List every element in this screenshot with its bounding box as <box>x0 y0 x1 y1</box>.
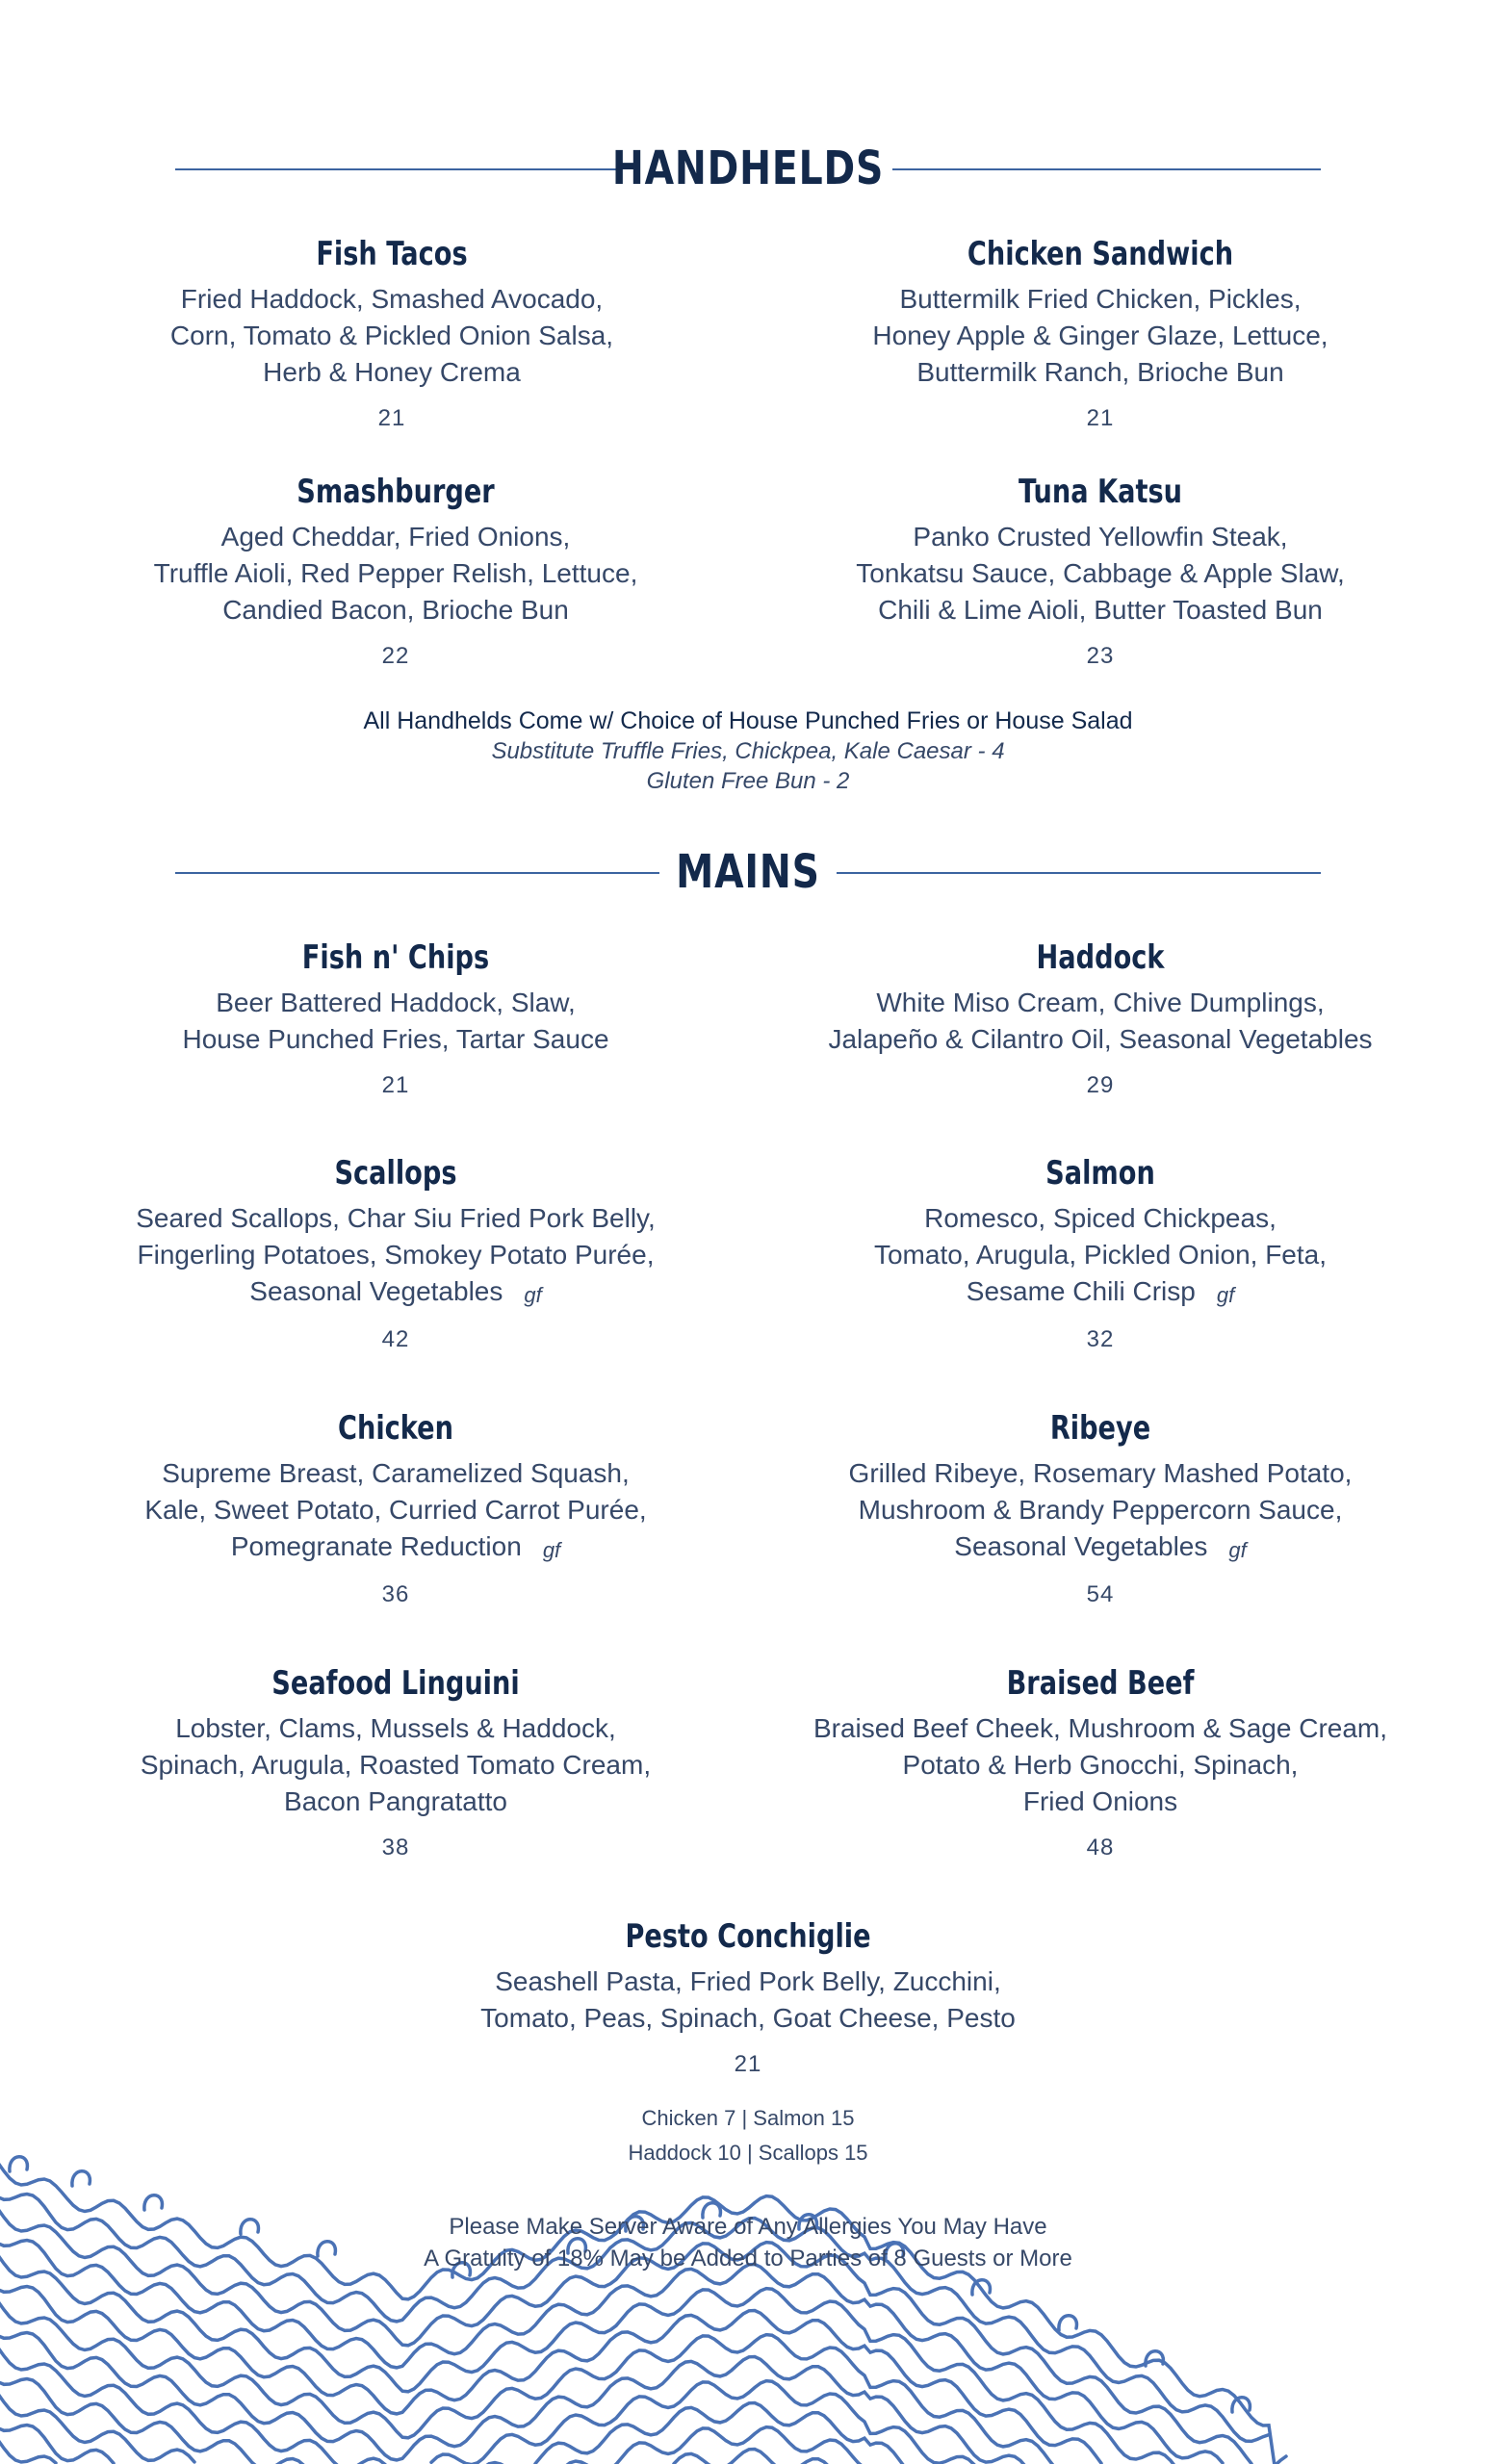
item-price: 38 <box>381 1835 410 1861</box>
gratuity-notice: A Gratuity of 18% May be Added to Parties of 8 Guests or More <box>424 2246 1072 2272</box>
menu-item-tuna-katsu <box>792 471 1408 671</box>
item-price: 48 <box>1086 1835 1115 1861</box>
item-price: 42 <box>381 1326 410 1352</box>
gluten-free-tag: gf <box>1216 1283 1235 1307</box>
item-price: 21 <box>381 1072 410 1098</box>
menu-item-fish-tacos <box>84 233 700 433</box>
description-text: Grilled Ribeye, Rosemary Mashed Potato, Mushroom & Brandy Peppercorn Sauce, Seasonal Vegetables <box>848 1458 1353 1561</box>
description-text: Seared Scallops, Char Siu Fried Pork Belly, Fingerling Potatoes, Smokey Potato Purée, Seasonal Vegetables <box>136 1203 656 1306</box>
item-price: 22 <box>381 643 410 669</box>
menu-item-chicken-sandwich <box>792 233 1408 433</box>
item-price: 21 <box>377 405 406 431</box>
item-name: Braised Beef <box>1006 1664 1195 1703</box>
menu-item-braised-beef <box>792 1662 1408 1862</box>
allergy-notice: Please Make Server Aware of Any Allergies You May Have <box>449 2214 1047 2240</box>
item-name: Chicken <box>338 1409 453 1448</box>
menu-item-smashburger <box>88 471 704 671</box>
net-strand <box>0 2361 905 2464</box>
mains-heading <box>0 834 1496 911</box>
net-knot <box>1059 2316 1077 2330</box>
item-description <box>88 1455 704 1567</box>
item-price: 36 <box>381 1581 410 1607</box>
addons-line-2: Haddock 10 | Scallops 15 <box>628 2141 868 2165</box>
substitute-note: Substitute Truffle Fries, Chickpea, Kale Caesar - 4 <box>491 738 1005 764</box>
footer-notes <box>0 2211 1496 2274</box>
gluten-free-tag: gf <box>1228 1538 1247 1562</box>
item-description: Braised Beef Cheek, Mushroom & Sage Cream, Potato & Herb Gnocchi, Spinach, Fried Onions <box>812 1713 1388 1816</box>
item-description: Fried Haddock, Smashed Avocado, Corn, Tomato & Pickled Onion Salsa, Herb & Honey Crema <box>169 284 614 387</box>
item-price: 23 <box>1086 643 1115 669</box>
menu-item-haddock <box>792 937 1408 1100</box>
gluten-free-note: Gluten Free Bun - 2 <box>646 768 850 794</box>
net-strand <box>0 2269 1142 2464</box>
menu-item-seafood-linguini <box>88 1662 704 1862</box>
item-description <box>792 1455 1408 1567</box>
item-name: Haddock <box>1036 938 1165 977</box>
item-price: 29 <box>1086 1072 1115 1098</box>
item-name: Smashburger <box>297 473 495 511</box>
handhelds-heading <box>0 130 1496 207</box>
menu-item-chicken <box>88 1407 704 1609</box>
item-description: Seashell Pasta, Fried Pork Belly, Zucchini, Tomato, Peas, Spinach, Goat Cheese, Pesto <box>480 1966 1016 2033</box>
item-name: Scallops <box>334 1154 457 1193</box>
item-description: Panko Crusted Yellowfin Steak, Tonkatsu Sauce, Cabbage & Apple Slaw, Chili & Lime Aioli, Butter Toasted Bun <box>856 522 1345 625</box>
handhelds-note <box>0 706 1496 796</box>
item-description: Lobster, Clams, Mussels & Haddock, Spinach, Arugula, Roasted Tomato Cream, Bacon Pangratatto <box>140 1713 652 1816</box>
menu-item-salmon <box>792 1152 1408 1354</box>
item-name: Fish Tacos <box>316 235 468 273</box>
item-price: 21 <box>734 2051 762 2077</box>
gluten-free-tag: gf <box>542 1538 561 1562</box>
net-knot <box>144 2195 163 2210</box>
item-description <box>792 1200 1408 1312</box>
item-price: 54 <box>1086 1581 1115 1607</box>
net-knot <box>72 2171 90 2186</box>
item-description: Aged Cheddar, Fried Onions, Truffle Aioli, Red Pepper Relish, Lettuce, Candied Bacon, Brioche Bun <box>153 522 638 625</box>
net-strand <box>0 2331 974 2464</box>
item-name: Ribeye <box>1049 1409 1151 1448</box>
addons-line-1: Chicken 7 | Salmon 15 <box>641 2106 855 2130</box>
item-description <box>88 1200 704 1312</box>
net-knot <box>10 2157 28 2171</box>
item-name: Tuna Katsu <box>1018 473 1183 511</box>
section-title-handhelds: HANDHELDS <box>611 141 885 195</box>
item-name: Seafood Linguini <box>271 1664 520 1703</box>
item-description: Beer Battered Haddock, Slaw, House Punched Fries, Tartar Sauce <box>182 988 609 1054</box>
sides-note: All Handhelds Come w/ Choice of House Punched Fries or House Salad <box>363 707 1133 734</box>
section-title-mains: MAINS <box>676 845 820 899</box>
item-name: Fish n' Chips <box>301 938 490 977</box>
menu-item-scallops <box>88 1152 704 1354</box>
description-text: Romesco, Spiced Chickpeas, Tomato, Arugula, Pickled Onion, Feta, Sesame Chili Crisp <box>873 1203 1328 1306</box>
item-name: Chicken Sandwich <box>967 235 1234 273</box>
item-price: 21 <box>1086 405 1115 431</box>
item-description: White Miso Cream, Chive Dumplings, Jalapeño & Cilantro Oil, Seasonal Vegetables <box>828 988 1373 1054</box>
menu-item-pesto-conchiglie <box>440 1915 1056 2079</box>
menu-item-fish-n-chips <box>88 937 704 1100</box>
item-description: Buttermilk Fried Chicken, Pickles, Honey Apple & Ginger Glaze, Lettuce, Buttermilk Ranch, Brioche Bun <box>872 284 1328 387</box>
fishing-net-illustration-icon <box>0 2137 1496 2464</box>
description-text: Supreme Breast, Caramelized Squash, Kale, Sweet Potato, Curried Carrot Purée, Pomegranate Reduction <box>144 1458 647 1561</box>
gluten-free-tag: gf <box>524 1283 542 1307</box>
item-name: Pesto Conchiglie <box>625 1917 871 1956</box>
item-name: Salmon <box>1045 1154 1155 1193</box>
menu-item-ribeye <box>792 1407 1408 1609</box>
item-price: 32 <box>1086 1326 1115 1352</box>
